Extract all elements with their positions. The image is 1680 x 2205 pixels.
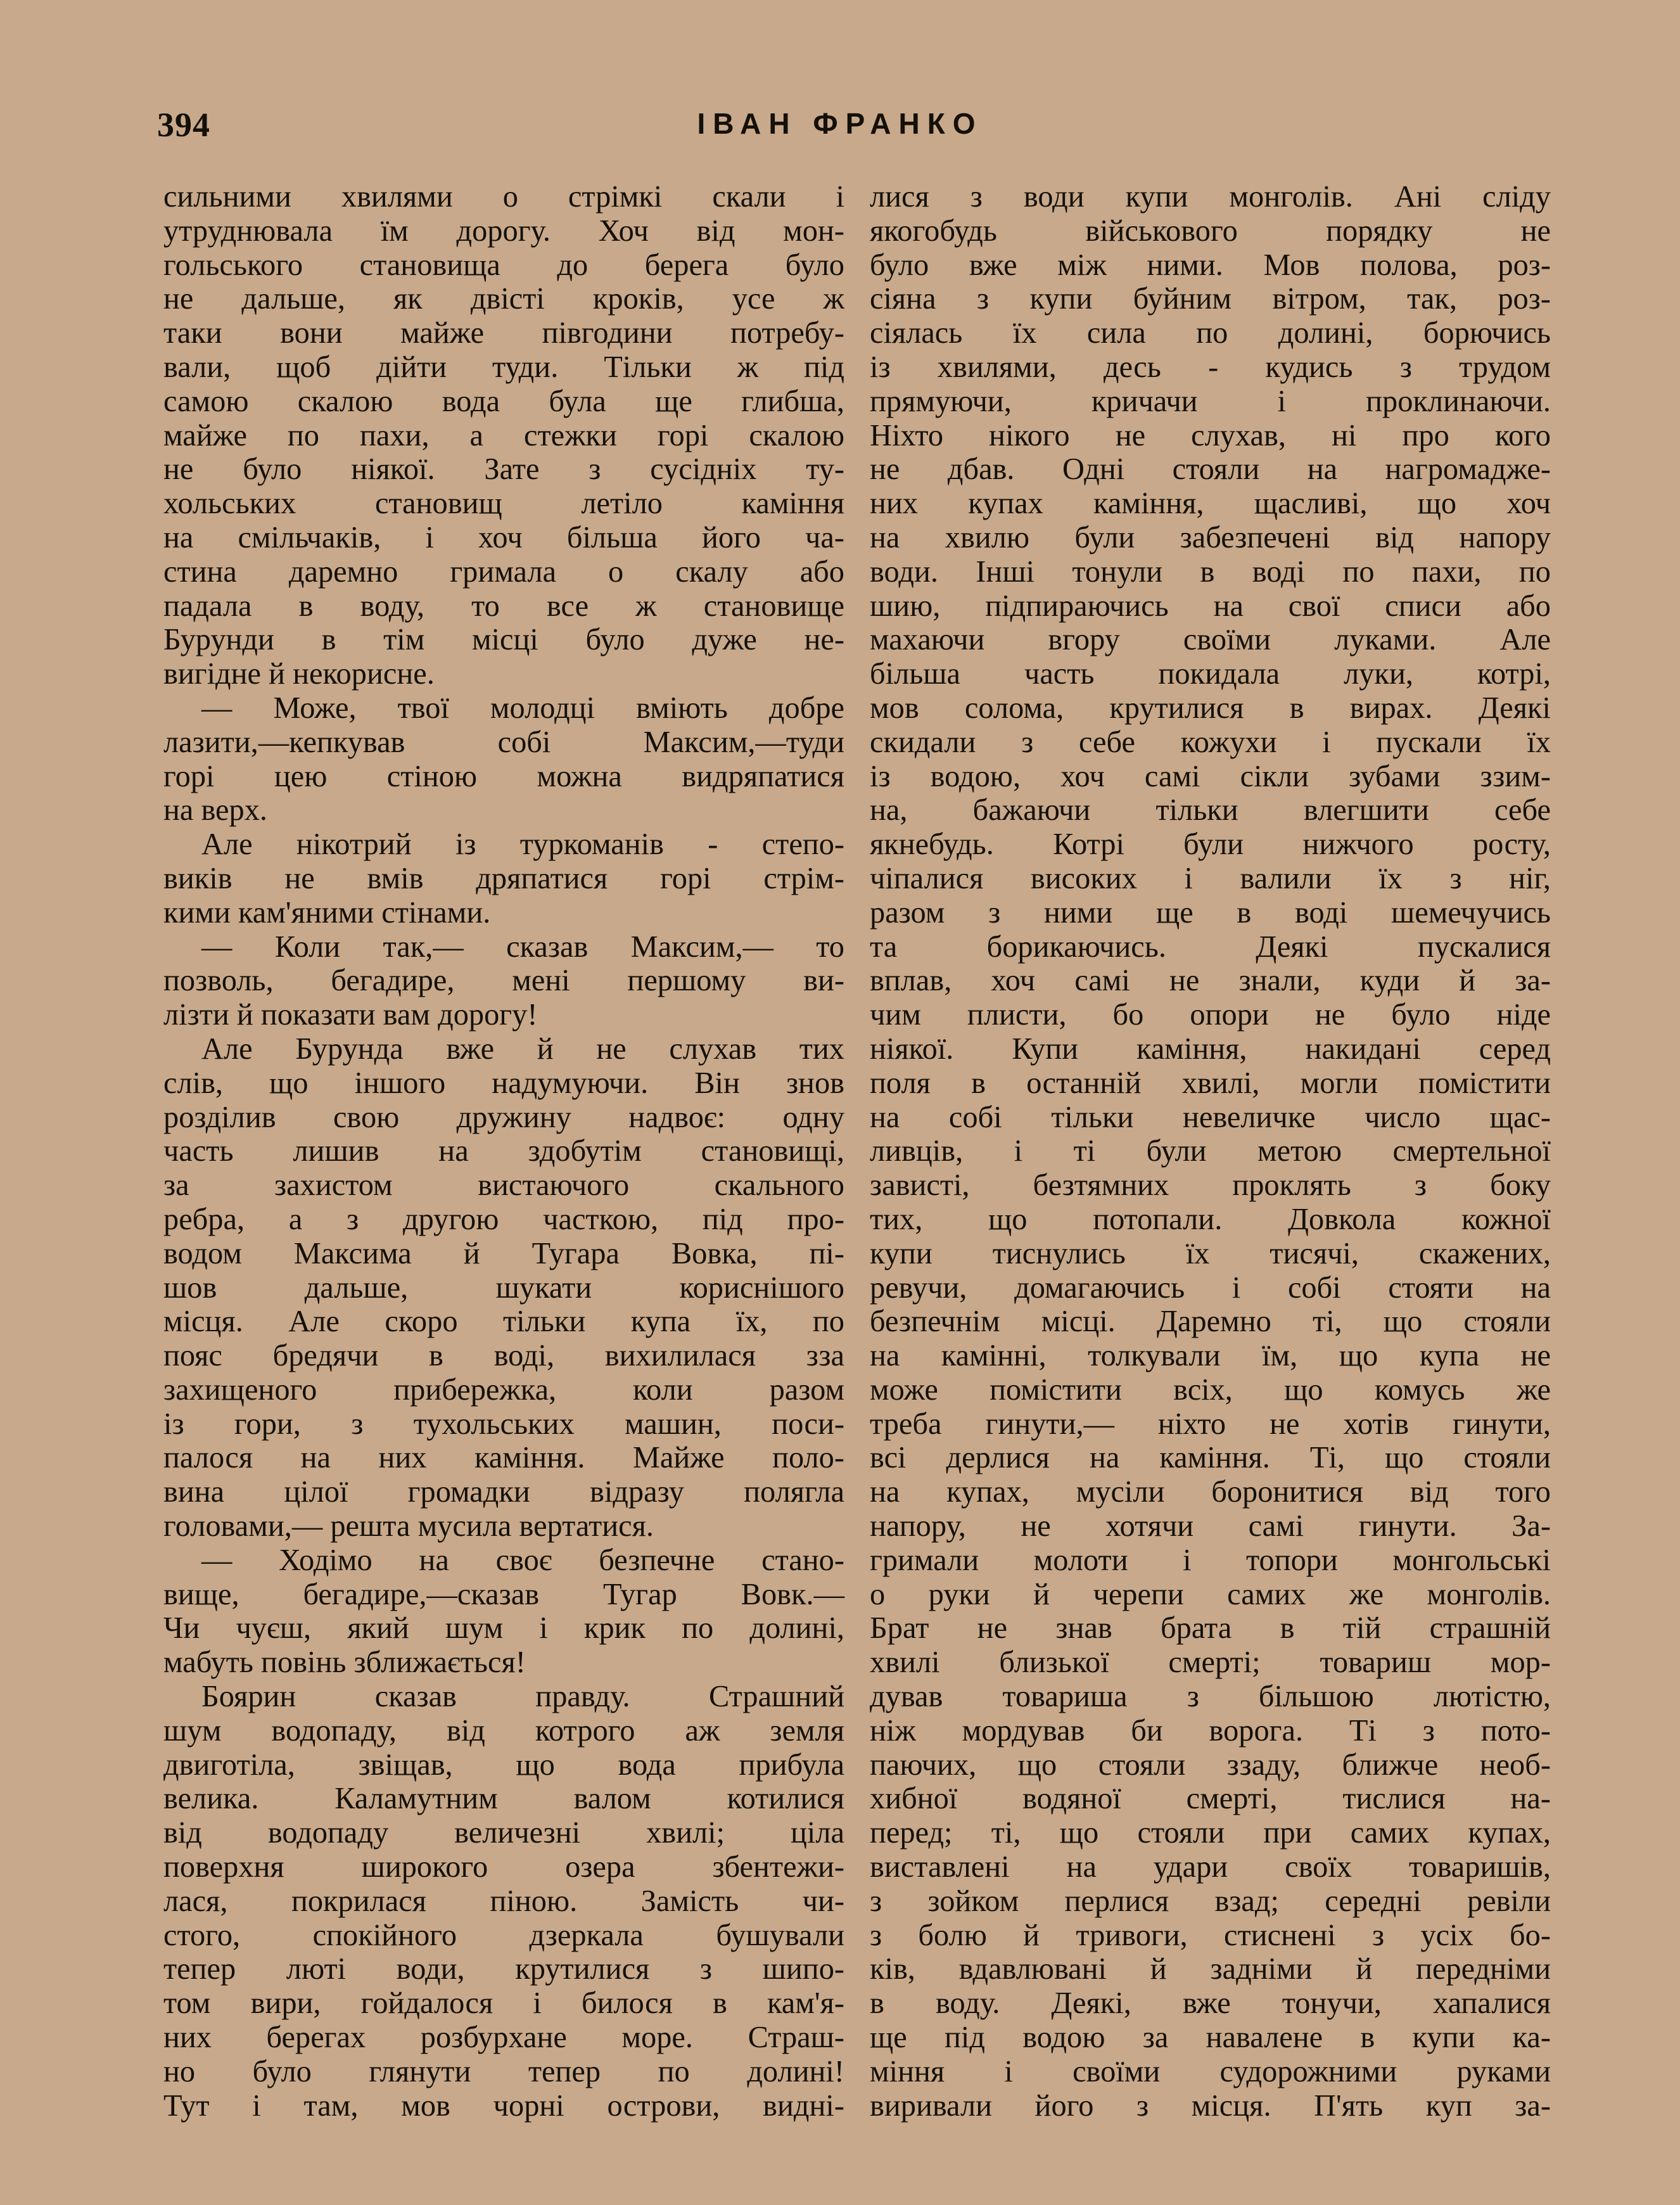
- text-line: тепер люті води, крутилися з шипо-: [163, 1952, 844, 1986]
- text-line: в воду. Деякі, вже тонучи, хапалися: [870, 1986, 1551, 2021]
- text-line: позволь, бегадире, мені першому ви-: [163, 964, 844, 998]
- text-line: о руки й черепи самих же монголів.: [870, 1577, 1551, 1611]
- text-line: сіяна з купи буйним вітром, так, роз-: [870, 282, 1551, 316]
- text-line: на собі тільки невеличке число щас-: [870, 1100, 1551, 1134]
- text-line: хибної водяної смерті, тислися на-: [870, 1782, 1551, 1816]
- text-line: том вири, гойдалося і билося в кам'я-: [163, 1986, 844, 2021]
- text-line: вище, бегадире,—сказав Тугар Вовк.—: [163, 1577, 844, 1611]
- text-line: самою скалою вода була ще глибша,: [163, 384, 844, 418]
- text-line: Тут і там, мов чорні острови, видні-: [163, 2088, 844, 2123]
- text-line: слів, що іншого надумуючи. Він знов: [163, 1066, 844, 1100]
- text-line: лася, покрилася піною. Замість чи-: [163, 1884, 844, 1918]
- text-line: виставлені на удари своїх товаришів,: [870, 1850, 1551, 1884]
- text-line: ків, вдавлювані й задніми й передніми: [870, 1952, 1551, 1986]
- text-line: стина даремно гримала о скалу або: [163, 554, 844, 589]
- text-line: майже по пахи, а стежки горі скалою: [163, 418, 844, 452]
- text-line: з зойком перлися взад; середні ревіли: [870, 1884, 1551, 1918]
- text-line: паючих, що стояли ззаду, ближче необ-: [870, 1748, 1551, 1782]
- text-line: Ніхто нікого не слухав, ні про кого: [870, 418, 1551, 452]
- text-line: Але Бурунда вже й не слухав тих: [201, 1032, 844, 1066]
- text-line: двиготіла, звіщав, що вода прибула: [163, 1748, 844, 1782]
- text-line: горі цею стіною можна видряпатися: [163, 759, 844, 793]
- text-line: хольських становищ летіло каміння: [163, 487, 844, 521]
- text-line: хвилі близької смерті; товариш мор-: [870, 1646, 1551, 1680]
- text-line: разом з ними ще в воді шемечучись: [870, 895, 1551, 930]
- text-line: мов солома, крутилися в вирах. Деякі: [870, 691, 1551, 725]
- text-line: — Ходімо на своє безпечне стано-: [201, 1543, 844, 1577]
- text-line: тих, що потопали. Довкола кожної: [870, 1202, 1551, 1236]
- text-line: за захистом вистаючого скального: [163, 1168, 844, 1203]
- text-line: шию, підпираючись на свої списи або: [870, 589, 1551, 623]
- text-line: утруднювала їм дорогу. Хоч від мон-: [163, 214, 844, 248]
- text-line: міння і своїми судорожними руками: [870, 2054, 1551, 2088]
- text-line: вплав, хоч самі не знали, куди й за-: [870, 964, 1551, 998]
- text-line: дував товариша з більшою лютістю,: [870, 1680, 1551, 1714]
- text-line: води. Інші тонули в воді по пахи, по: [870, 554, 1551, 589]
- text-line: розділив свою дружину надвоє: одну: [163, 1100, 844, 1134]
- text-line: місця. Але скоро тільки купа їх, по: [163, 1305, 844, 1339]
- text-line: часть лишив на здобутім становищі,: [163, 1134, 844, 1168]
- text-line: Бурунди в тім місці було дуже не-: [163, 623, 844, 657]
- text-line: від водопаду величезні хвилі; ціла: [163, 1816, 844, 1850]
- text-line: поля в останній хвилі, могли помістити: [870, 1066, 1551, 1100]
- text-line: сіялась їх сила по долині, борючись: [870, 316, 1551, 350]
- text-line: поверхня широкого озера збентежи-: [163, 1850, 844, 1884]
- text-line: таки вони майже півгодини потребу-: [163, 316, 844, 350]
- text-line: якогобудь військового порядку не: [870, 214, 1551, 248]
- text-line: скидали з себе кожухи і пускали їх: [870, 725, 1551, 759]
- text-line: на камінні, толкували їм, що купа не: [870, 1339, 1551, 1373]
- text-line: треба гинути,— ніхто не хотів гинути,: [870, 1407, 1551, 1441]
- text-line: купи тиснулись їх тисячі, скажених,: [870, 1236, 1551, 1270]
- text-line: із водою, хоч самі сікли зубами ззим-: [870, 759, 1551, 793]
- text-line: Боярин сказав правду. Страшний: [201, 1680, 844, 1714]
- text-line: було вже між ними. Мов полова, роз-: [870, 248, 1551, 282]
- text-line: падала в воду, то все ж становище: [163, 589, 844, 623]
- text-line: ніж мордував би ворога. Ті з пото-: [870, 1713, 1551, 1748]
- text-line: кими кам'яними стінами.: [163, 895, 491, 930]
- text-line: стого, спокійного дзеркала бушували: [163, 1918, 844, 1952]
- text-line: лізти й показати вам дорогу!: [163, 998, 538, 1032]
- text-line: чіпалися високих і валили їх з ніг,: [870, 861, 1551, 895]
- text-line: сильними хвилями о стрімкі скали і: [163, 180, 844, 214]
- text-line: ще під водою за навалене в купи ка-: [870, 2021, 1551, 2055]
- text-line: чим плисти, бо опори не було ніде: [870, 998, 1551, 1032]
- text-line: них купах каміння, щасливі, що хоч: [870, 487, 1551, 521]
- text-line: на верх.: [163, 793, 268, 828]
- text-line: всі дерлися на каміння. Ті, що стояли: [870, 1441, 1551, 1475]
- text-line: ребра, а з другою часткою, під про-: [163, 1202, 844, 1236]
- text-line: Чи чуєш, який шум і крик по долині,: [163, 1611, 844, 1646]
- text-line: із гори, з тухольських машин, поси-: [163, 1407, 844, 1441]
- text-line: більша часть покидала луки, котрі,: [870, 657, 1551, 691]
- text-line: на, бажаючи тільки влегшити себе: [870, 793, 1551, 828]
- text-line: та борикаючись. Деякі пускалися: [870, 930, 1551, 964]
- text-line: палося на них каміння. Майже поло-: [163, 1441, 844, 1475]
- text-line: безпечнім місці. Даремно ті, що стояли: [870, 1305, 1551, 1339]
- text-line: лазити,—кепкував собі Максим,—туди: [163, 725, 844, 759]
- text-line: із хвилями, десь - кудись з трудом: [870, 350, 1551, 384]
- text-line: велика. Каламутним валом котилися: [163, 1782, 844, 1816]
- text-line: не було ніякої. Зате з сусідніх ту-: [163, 452, 844, 487]
- text-line: шум водопаду, від котрого аж земля: [163, 1713, 844, 1748]
- text-line: водом Максима й Тугара Вовка, пі-: [163, 1236, 844, 1270]
- text-line: — Може, твої молодці вміють добре: [201, 691, 844, 725]
- text-line: но було глянути тепер по долині!: [163, 2054, 844, 2088]
- page-number: 394: [157, 106, 210, 144]
- text-line: виків не вмів дряпатися горі стрім-: [163, 861, 844, 895]
- text-line: гримали молоти і топори монгольські: [870, 1543, 1551, 1577]
- text-line: пояс бредячи в воді, вихилилася зза: [163, 1339, 844, 1373]
- text-line: якнебудь. Котрі були нижчого росту,: [870, 828, 1551, 862]
- text-line: шов дальше, шукати кориснішого: [163, 1270, 844, 1305]
- text-line: гольського становища до берега було: [163, 248, 844, 282]
- text-line: вали, щоб дійти туди. Тільки ж під: [163, 350, 844, 384]
- left-column: [163, 180, 844, 2123]
- text-line: мабуть повінь зближається!: [163, 1646, 526, 1680]
- text-line: на купах, мусіли боронитися від того: [870, 1475, 1551, 1509]
- text-line: не дбав. Одні стояли на нагромадже-: [870, 452, 1551, 487]
- text-line: зависті, безтямних проклять з боку: [870, 1168, 1551, 1203]
- text-line: вина цілої громадки відразу полягла: [163, 1475, 844, 1509]
- text-line: прямуючи, кричачи і проклинаючи.: [870, 384, 1551, 418]
- text-line: Але нікотрий із туркоманів - степо-: [201, 828, 844, 862]
- text-line: головами,— решта мусила вертатися.: [163, 1509, 654, 1544]
- text-line: ливців, і ті були метою смертельної: [870, 1134, 1551, 1168]
- text-line: лися з води купи монголів. Ані сліду: [870, 180, 1551, 214]
- text-line: захищеного прибережка, коли разом: [163, 1372, 844, 1407]
- text-line: них берегах розбурхане море. Страш-: [163, 2021, 844, 2055]
- text-line: на хвилю були забезпечені від напору: [870, 520, 1551, 554]
- text-line: ревучи, домагаючись і собі стояти на: [870, 1270, 1551, 1305]
- text-line: махаючи вгору своїми луками. Але: [870, 623, 1551, 657]
- text-line: виривали його з місця. П'ять куп за-: [870, 2088, 1551, 2123]
- text-line: Брат не знав брата в тій страшній: [870, 1611, 1551, 1646]
- text-line: напору, не хотячи самі гинути. За-: [870, 1509, 1551, 1544]
- text-line: ніякої. Купи каміння, накидані серед: [870, 1032, 1551, 1066]
- text-line: може помістити всіх, що комусь же: [870, 1372, 1551, 1407]
- text-line: з болю й тривоги, стиснені з усіх бо-: [870, 1918, 1551, 1952]
- text-line: перед; ті, що стояли при самих купах,: [870, 1816, 1551, 1850]
- right-column: [870, 180, 1551, 2123]
- text-line: на смільчаків, і хоч більша його ча-: [163, 520, 844, 554]
- running-title: ІВАН ФРАНКО: [697, 107, 983, 140]
- text-line: — Коли так,— сказав Максим,— то: [201, 930, 844, 964]
- text-line: не дальше, як двісті кроків, усе ж: [163, 282, 844, 316]
- text-line: вигідне й некорисне.: [163, 657, 435, 691]
